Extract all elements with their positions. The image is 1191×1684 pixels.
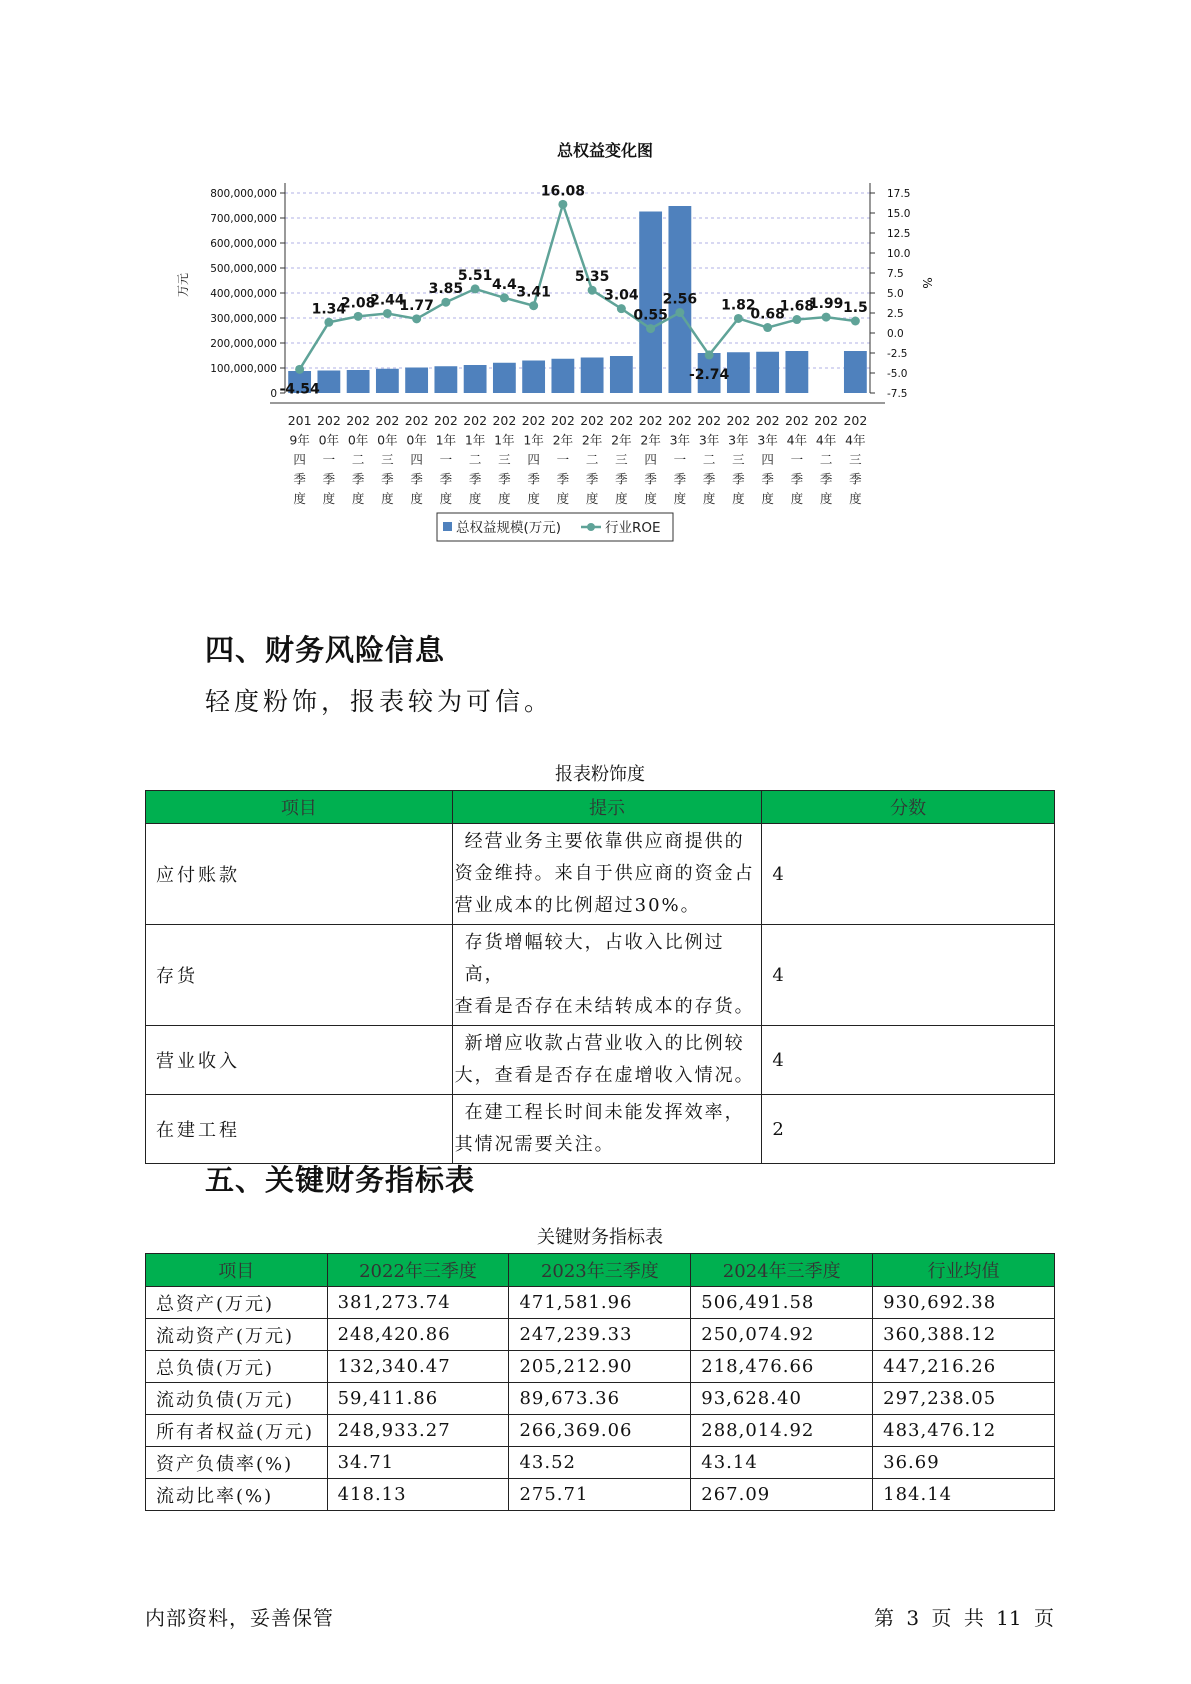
x-axis-tick-label: 二 [351, 452, 365, 467]
roe-point [500, 293, 509, 302]
roe-data-label: 2.44 [370, 292, 405, 309]
x-axis-tick-label: 季 [556, 471, 570, 487]
x-axis-tick-label: 四 [644, 452, 657, 467]
kpi-item: 资产负债率(%) [146, 1447, 328, 1479]
roe-point [354, 312, 363, 321]
risk-score: 2 [762, 1095, 1055, 1164]
risk-tip-line: 查看是否存在未结转成本的存货。 [454, 996, 755, 1017]
kpi-item: 总资产(万元) [146, 1287, 328, 1319]
roe-data-label: -2.74 [688, 366, 730, 383]
table-row [146, 1095, 1055, 1164]
x-axis-tick-label: 季 [849, 471, 862, 487]
left-axis-tick-label: 100,000,000 [210, 363, 277, 375]
x-axis-tick-label: 季 [819, 471, 833, 487]
kpi-item: 总负债(万元) [146, 1351, 328, 1383]
x-axis-tick-label: 季 [702, 471, 716, 487]
kpi-value: 275.71 [509, 1479, 691, 1511]
roe-data-label: 1.82 [721, 297, 756, 314]
kpi-table-caption: 关键财务指标表 [537, 1227, 663, 1248]
kpi-table-body [146, 1287, 1055, 1511]
left-axis-tick-label: 800,000,000 [210, 188, 277, 200]
legend-bar-swatch [443, 522, 452, 531]
roe-data-label: 3.85 [428, 281, 464, 298]
left-axis-tick-label: 0 [270, 388, 277, 400]
equity-bar [727, 352, 750, 393]
risk-tip [452, 1026, 762, 1095]
kpi-value: 247,239.33 [509, 1319, 691, 1351]
x-axis-tick-label: 度 [468, 491, 482, 506]
roe-line [300, 204, 856, 369]
legend-line-marker [587, 523, 595, 531]
x-axis-tick-label: 202 [404, 413, 429, 428]
x-axis-tick-label: 202 [726, 413, 751, 428]
risk-summary-text: 轻度粉饰，报表较为可信。 [205, 687, 554, 716]
risk-table-header-row [146, 791, 1055, 824]
x-axis-tick-label: 202 [463, 413, 488, 428]
risk-score: 4 [762, 925, 1055, 1026]
kpi-value: 381,273.74 [327, 1287, 509, 1319]
risk-tip-line: 在建工程长时间未能发挥效率， [464, 1102, 745, 1123]
x-axis-tick-label: 季 [790, 471, 804, 487]
kpi-value: 184.14 [873, 1479, 1055, 1511]
kpi-header-industry-avg: 行业均值 [873, 1254, 1055, 1287]
x-axis-tick-label: 季 [468, 471, 482, 487]
right-axis-tick-label: 15.0 [887, 208, 911, 220]
x-axis-tick-label: 度 [498, 491, 511, 506]
x-axis-tick-label: 季 [410, 471, 423, 487]
x-axis-tick-label: 202 [375, 413, 400, 428]
x-axis-tick-label: 3年 [698, 432, 720, 448]
x-axis-tick-label: 度 [585, 491, 599, 506]
x-axis-tick-label: 1年 [464, 432, 486, 448]
roe-point [324, 318, 333, 327]
x-axis-tick-label: 四 [293, 452, 306, 467]
kpi-value: 248,420.86 [327, 1319, 509, 1351]
roe-point [295, 365, 304, 374]
x-axis-tick-label: 度 [351, 491, 365, 506]
table-row [146, 1383, 1055, 1415]
left-axis-tick-label: 400,000,000 [210, 288, 277, 300]
kpi-value: 205,212.90 [509, 1351, 691, 1383]
x-axis-tick-label: 二 [819, 452, 833, 467]
x-axis-tick-label: 0年 [318, 432, 340, 448]
left-axis-tick-label: 700,000,000 [210, 213, 277, 225]
roe-data-label: 1.34 [311, 301, 347, 318]
x-axis-tick-label: 季 [585, 471, 599, 487]
roe-point [675, 308, 684, 317]
roe-point [705, 350, 714, 359]
left-axis-label: 万元 [176, 272, 190, 298]
right-axis-tick-label: 7.5 [887, 268, 904, 280]
x-axis-tick-label: 4年 [786, 432, 808, 448]
kpi-header-2022q3: 2022年三季度 [327, 1254, 509, 1287]
x-axis-tick-label: 度 [293, 491, 306, 506]
roe-point [792, 315, 801, 324]
x-axis-tick-label: 四 [761, 452, 774, 467]
roe-point [471, 284, 480, 293]
x-axis-tick-label: 季 [293, 471, 306, 487]
x-axis-tick-label: 0年 [347, 432, 369, 448]
x-axis-tick-label: 一 [556, 452, 570, 467]
equity-bar [317, 371, 340, 394]
x-axis-tick-label: 202 [814, 413, 839, 428]
kpi-value: 471,581.96 [509, 1287, 691, 1319]
right-axis-tick-label: 0.0 [887, 328, 904, 340]
section5-heading: 五、关键财务指标表 [205, 1163, 476, 1197]
roe-data-label: 1.68 [779, 298, 815, 315]
table-row [146, 1351, 1055, 1383]
x-axis-tick-label: 三 [732, 452, 745, 467]
table-row [146, 1287, 1055, 1319]
x-axis-tick-label: 季 [498, 471, 511, 487]
risk-tip [452, 925, 762, 1026]
x-axis-tick-label: 度 [819, 491, 833, 506]
x-axis-tick-label: 季 [673, 471, 687, 487]
risk-tip-line: 存货增幅较大，占收入比例过高， [464, 932, 725, 985]
kpi-value: 248,933.27 [327, 1415, 509, 1447]
kpi-value: 267.09 [691, 1479, 873, 1511]
x-axis-tick-label: 1年 [494, 432, 515, 448]
x-axis-tick-label: 四 [527, 452, 540, 467]
x-axis-tick-label: 1年 [435, 432, 457, 448]
right-axis-tick-label: 17.5 [887, 188, 911, 200]
risk-tip-line: 营业成本的比例超过30%。 [454, 895, 701, 916]
x-axis-tick-label: 度 [761, 491, 774, 506]
kpi-value: 36.69 [873, 1447, 1055, 1479]
x-axis-tick-label: 一 [790, 452, 804, 467]
roe-data-label: 5.35 [574, 269, 610, 286]
kpi-value: 132,340.47 [327, 1351, 509, 1383]
table-row [146, 1319, 1055, 1351]
table-row [146, 925, 1055, 1026]
kpi-value: 218,476.66 [691, 1351, 873, 1383]
x-axis-tick-label: 度 [702, 491, 716, 506]
x-axis-tick-label: 202 [346, 413, 371, 428]
x-axis-tick-label: 2年 [640, 432, 661, 448]
roe-data-label: 16.08 [540, 183, 586, 200]
right-axis-label: % [920, 277, 934, 289]
risk-header-item: 项目 [146, 791, 453, 824]
footer-confidential: 内部资料，妥善保管 [145, 1606, 334, 1630]
roe-data-label: 3.04 [604, 287, 639, 304]
x-axis-tick-label: 度 [556, 491, 570, 506]
left-axis-tick-label: 300,000,000 [210, 313, 277, 325]
roe-point [646, 324, 655, 333]
kpi-table-header-row [146, 1254, 1055, 1287]
roe-data-label: 3.41 [516, 284, 551, 301]
x-axis-tick-label: 2年 [581, 432, 603, 448]
x-axis-tick-label: 202 [843, 413, 868, 428]
roe-data-label: -4.54 [279, 381, 320, 398]
x-axis-tick-label: 季 [322, 471, 336, 487]
equity-bar [493, 363, 516, 393]
equity-bar [464, 365, 487, 393]
x-axis-tick-label: 3年 [757, 432, 778, 448]
table-row [146, 1026, 1055, 1095]
kpi-item: 流动负债(万元) [146, 1383, 328, 1415]
equity-bar [347, 370, 370, 393]
equity-bar [756, 352, 779, 393]
table-row [146, 824, 1055, 925]
roe-data-label: 2.08 [340, 295, 376, 312]
x-axis-tick-label: 9年 [289, 432, 310, 448]
equity-bar [376, 369, 399, 393]
equity-bar [639, 212, 662, 394]
kpi-value: 418.13 [327, 1479, 509, 1511]
kpi-value: 250,074.92 [691, 1319, 873, 1351]
equity-bar [551, 359, 574, 393]
x-axis-tick-label: 度 [673, 491, 687, 506]
footer-page-number: 第 3 页 共 11 页 [874, 1606, 1054, 1630]
table-row [146, 1415, 1055, 1447]
x-axis-tick-label: 202 [316, 413, 341, 428]
roe-point [763, 323, 772, 332]
equity-bar [844, 351, 867, 393]
equity-bar [610, 356, 633, 393]
x-axis-tick-label: 三 [615, 452, 628, 467]
roe-data-label: 1.77 [399, 297, 434, 314]
kpi-value: 447,216.26 [873, 1351, 1055, 1383]
roe-data-label: 0.55 [633, 307, 668, 324]
x-axis-tick-label: 二 [702, 452, 716, 467]
x-axis-tick-label: 4年 [845, 432, 866, 448]
risk-header-tip: 提示 [452, 791, 762, 824]
x-axis-tick-label: 三 [849, 452, 862, 467]
legend-line-label: 行业ROE [605, 520, 661, 536]
x-axis-tick-label: 一 [322, 452, 336, 467]
equity-bar [522, 361, 545, 394]
x-axis-tick-label: 三 [381, 452, 394, 467]
kpi-table [145, 1253, 1055, 1511]
x-axis-tick-label: 201 [287, 413, 312, 428]
kpi-value: 483,476.12 [873, 1415, 1055, 1447]
roe-data-label: 1.99 [808, 296, 844, 313]
x-axis-tick-label: 0年 [377, 432, 398, 448]
x-axis-tick-label: 202 [697, 413, 722, 428]
x-axis-tick-label: 202 [433, 413, 458, 428]
kpi-value: 360,388.12 [873, 1319, 1055, 1351]
equity-bar [405, 368, 428, 394]
roe-point [617, 304, 626, 313]
kpi-value: 930,692.38 [873, 1287, 1055, 1319]
x-axis-tick-label: 202 [492, 413, 517, 428]
x-axis-tick-label: 一 [673, 452, 687, 467]
risk-score: 4 [762, 824, 1055, 925]
x-axis-tick-label: 度 [615, 491, 628, 506]
x-axis-tick-label: 202 [755, 413, 780, 428]
equity-chart-svg [165, 140, 1045, 600]
equity-bar [785, 351, 808, 393]
right-axis-tick-label: 12.5 [887, 228, 911, 240]
risk-header-score: 分数 [762, 791, 1055, 824]
kpi-value: 288,014.92 [691, 1415, 873, 1447]
x-axis-tick-label: 1年 [523, 432, 544, 448]
risk-table-caption: 报表粉饰度 [555, 764, 645, 785]
x-axis-tick-label: 202 [784, 413, 809, 428]
table-row [146, 1447, 1055, 1479]
left-axis-tick-label: 600,000,000 [210, 238, 277, 250]
x-axis-tick-label: 202 [609, 413, 634, 428]
equity-bar [434, 366, 457, 393]
roe-data-label: 1.5 [842, 300, 868, 316]
x-axis-tick-label: 季 [527, 471, 540, 487]
roe-point [588, 286, 597, 295]
risk-item: 存货 [146, 925, 453, 1026]
x-axis-tick-label: 4年 [815, 432, 837, 448]
equity-bar [581, 358, 604, 394]
x-axis-tick-label: 3年 [728, 432, 749, 448]
roe-point [383, 309, 392, 318]
kpi-value: 506,491.58 [691, 1287, 873, 1319]
risk-item: 在建工程 [146, 1095, 453, 1164]
x-axis-tick-label: 202 [521, 413, 546, 428]
roe-point [734, 314, 743, 323]
right-axis-tick-label: -2.5 [887, 348, 908, 360]
x-axis-tick-label: 202 [550, 413, 575, 428]
x-axis-tick-label: 季 [439, 471, 453, 487]
x-axis-tick-label: 度 [849, 491, 862, 506]
x-axis-tick-label: 202 [580, 413, 605, 428]
x-axis-tick-label: 季 [351, 471, 365, 487]
right-axis-tick-label: -5.0 [887, 368, 908, 380]
x-axis-tick-label: 202 [638, 413, 663, 428]
kpi-value: 43.52 [509, 1447, 691, 1479]
risk-tip-line: 其情况需要关注。 [454, 1134, 615, 1155]
right-axis-tick-label: -7.5 [887, 388, 908, 400]
roe-data-label: 4.4 [491, 276, 517, 293]
risk-tip-line: 大，查看是否存在虚增收入情况。 [454, 1065, 755, 1086]
x-axis-tick-label: 三 [498, 452, 511, 467]
x-axis-tick-label: 3年 [669, 432, 691, 448]
x-axis-tick-label: 季 [381, 471, 394, 487]
right-axis-tick-label: 10.0 [887, 248, 911, 260]
table-row [146, 1479, 1055, 1511]
x-axis-tick-label: 度 [381, 491, 394, 506]
right-axis-tick-label: 2.5 [887, 308, 904, 320]
roe-point [441, 298, 450, 307]
kpi-item: 所有者权益(万元) [146, 1415, 328, 1447]
roe-data-label: 2.56 [662, 291, 698, 308]
risk-tip [452, 824, 762, 925]
section4-heading: 四、财务风险信息 [205, 633, 446, 667]
x-axis-tick-label: 度 [732, 491, 745, 506]
risk-table [145, 790, 1055, 1164]
left-axis-tick-label: 200,000,000 [210, 338, 277, 350]
x-axis-tick-label: 四 [410, 452, 423, 467]
x-axis-tick-label: 2年 [611, 432, 632, 448]
kpi-header-2023q3: 2023年三季度 [509, 1254, 691, 1287]
x-axis-tick-label: 季 [615, 471, 628, 487]
roe-data-label: 0.68 [750, 306, 785, 323]
chart-title: 总权益变化图 [556, 141, 654, 160]
kpi-value: 297,238.05 [873, 1383, 1055, 1415]
roe-point [558, 200, 567, 209]
kpi-value: 59,411.86 [327, 1383, 509, 1415]
equity-chart [165, 140, 1045, 600]
kpi-value: 43.14 [691, 1447, 873, 1479]
kpi-header-2024q3: 2024年三季度 [691, 1254, 873, 1287]
kpi-value: 34.71 [327, 1447, 509, 1479]
roe-point [822, 313, 831, 322]
x-axis-tick-label: 季 [644, 471, 657, 487]
risk-tip-line: 经营业务主要依靠供应商提供的 [464, 831, 745, 852]
x-axis-tick-label: 度 [322, 491, 336, 506]
x-axis-tick-label: 度 [527, 491, 540, 506]
risk-score: 4 [762, 1026, 1055, 1095]
x-axis-tick-label: 202 [667, 413, 692, 428]
risk-item: 营业收入 [146, 1026, 453, 1095]
right-axis-tick-label: 5.0 [887, 288, 904, 300]
x-axis-tick-label: 度 [790, 491, 804, 506]
risk-tip-line: 新增应收款占营业收入的比例较 [464, 1033, 745, 1054]
x-axis-tick-label: 0年 [406, 432, 427, 448]
x-axis-tick-label: 季 [732, 471, 745, 487]
kpi-header-item: 项目 [146, 1254, 328, 1287]
roe-point [529, 301, 538, 310]
x-axis-tick-label: 二 [468, 452, 482, 467]
legend-bar-label: 总权益规模(万元) [456, 520, 562, 536]
x-axis-tick-label: 季 [761, 471, 774, 487]
kpi-item: 流动比率(%) [146, 1479, 328, 1511]
kpi-value: 266,369.06 [509, 1415, 691, 1447]
kpi-value: 93,628.40 [691, 1383, 873, 1415]
roe-point [851, 317, 860, 326]
left-axis-tick-label: 500,000,000 [210, 263, 277, 275]
x-axis-tick-label: 度 [410, 491, 423, 506]
x-axis-tick-label: 度 [439, 491, 453, 506]
roe-data-label: 5.51 [457, 267, 493, 284]
kpi-item: 流动资产(万元) [146, 1319, 328, 1351]
risk-tip-line: 资金维持。来自于供应商的资金占 [454, 863, 755, 884]
risk-tip [452, 1095, 762, 1164]
roe-point [412, 314, 421, 323]
risk-item: 应付账款 [146, 824, 453, 925]
x-axis-tick-label: 度 [644, 491, 657, 506]
kpi-value: 89,673.36 [509, 1383, 691, 1415]
x-axis-tick-label: 一 [439, 452, 453, 467]
x-axis-tick-label: 2年 [552, 432, 574, 448]
x-axis-tick-label: 二 [585, 452, 599, 467]
